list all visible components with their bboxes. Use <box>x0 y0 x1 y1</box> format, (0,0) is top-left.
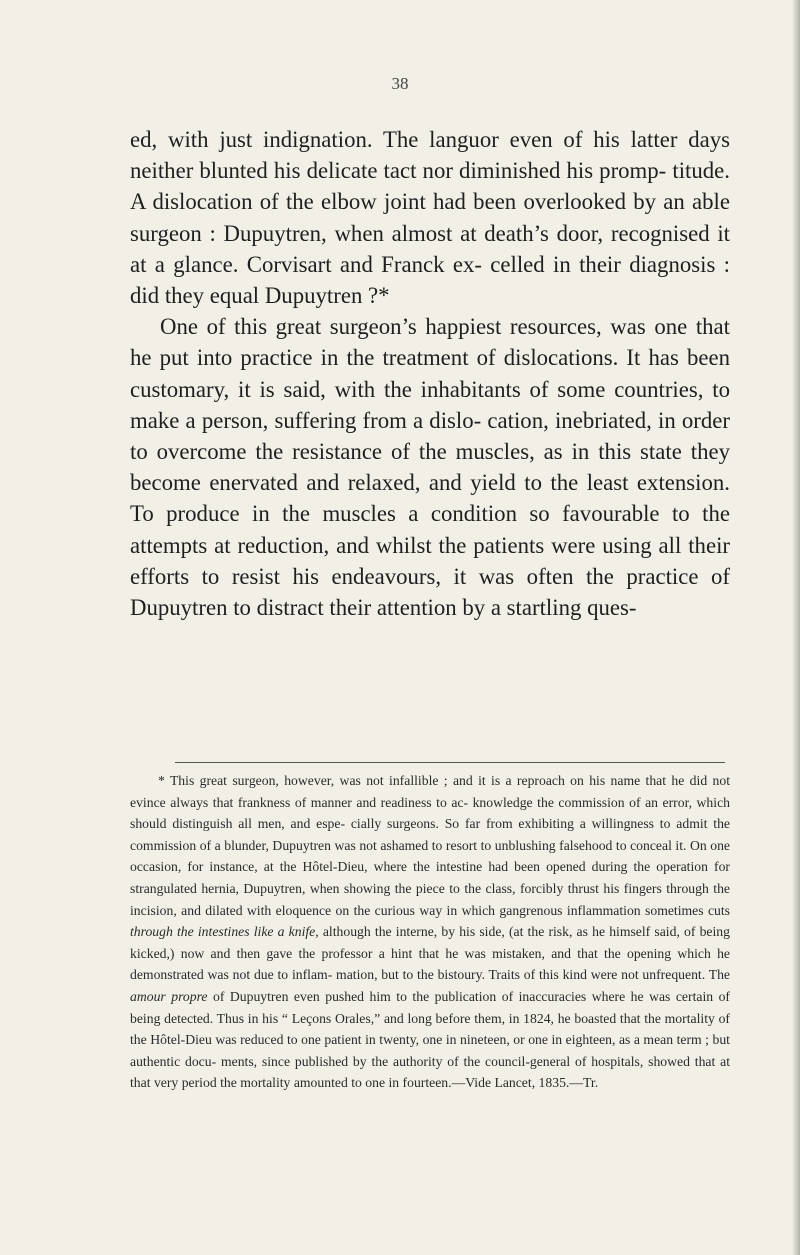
body-paragraph: One of this great surgeon’s happiest resources, was one that he put into practice in the treatment of dislocations. It has been customary, it is said, with the inhabitants of some countries, to make a person, suffering from a dislo- cation, inebriated, in order to overcome the resistance of the muscles, as in this state they become enervated and relaxed, and yield to the least extension. To produce in the muscles a condition so favourable to the attempts at reduction, and whilst the patients were using all their efforts to resist his endeavours, it was often the practice of Dupuytren to distract their attention by a startling ques- <box>130 314 730 621</box>
footnote-text: * This great surgeon, however, was not infallible ; and it is a reproach on his name that he did not evince always that frankness of manner and readiness to ac- knowledge the commission of an error, which should distinguish all men, and espe- cially surgeons. So far from exhibiting a willingness to admit the commission of a blunder, Dupuytren was not ashamed to resort to unblushing falsehood to conceal it. On one occasion, for instance, at the Hôtel-Dieu, where the intestine had been opened during the operation for strangulated hernia, Dupuytren, when showing the piece to the class, forcibly thrust his fingers through the incision, and dilated with eloquence on the curious way in which gangrenous inflammation sometimes cuts <box>130 773 730 918</box>
footnote-text: although the interne, by his side, (at the risk, as he himself said, of being kicked,) now and then gave the professor a hint that he was mistaken, and that the opening which he demonstrated was not due to inflam- mation, but to the bistoury. Traits of this kind were not unfrequent. The <box>130 924 730 983</box>
footnote <box>130 770 730 1094</box>
body-paragraph: ed, with just indignation. The languor even of his latter days neither blunted his delicate tact nor diminished his promp- titude. A dislocation of the elbow joint had been overlooked by an able surgeon : Dupuytren, when almost at death’s door, recognised it at a glance. Corvisart and Franck ex- celled in their diagnosis : did they equal Dupuytren ?* <box>130 127 730 309</box>
footnote-divider <box>175 762 725 763</box>
page-edge-shadow <box>792 0 800 1255</box>
footnote-italic: through the intestines like a knife, <box>130 924 319 940</box>
footnote-text: of Dupuytren even pushed him to the publication of inaccuracies where he was certain of being detected. Thus in his “ Leçons Orales,” and long before them, in 1824, he boasted that the mortality of the Hôtel-Dieu was reduced to one patient in twenty, one in nineteen, or one in eighteen, as a mean term ; but authentic docu- ments, since published by the authority of the council-general of hospitals, showed that at that very period the mortality amounted to one in fourteen.—Vide Lancet, 1835.—Tr. <box>130 988 730 1091</box>
page-number: 38 <box>391 74 409 93</box>
main-text <box>130 124 730 623</box>
footnote-italic: amour propre <box>130 988 208 1004</box>
